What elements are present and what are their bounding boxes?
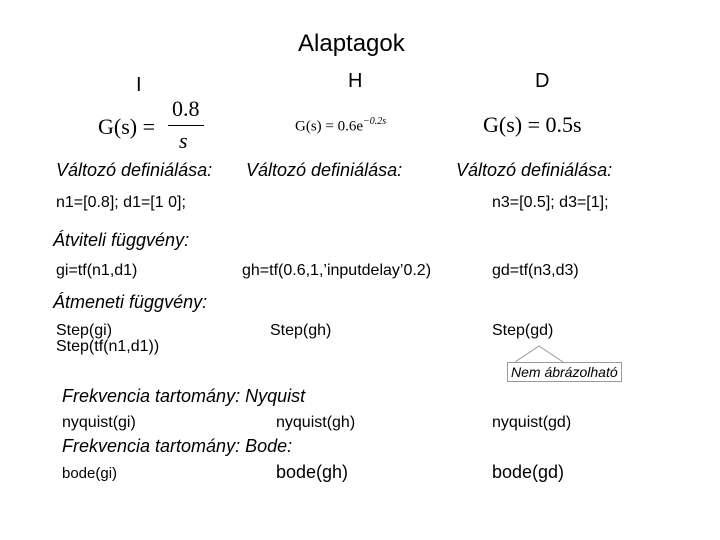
- var-label-h: Változó definiálása:: [246, 160, 403, 180]
- var-label-i: Változó definiálása:: [56, 160, 213, 180]
- section-nyquist: Frekvencia tartomány: Nyquist: [62, 386, 306, 406]
- nyquist-d: nyquist(gd): [492, 414, 572, 431]
- formula-i-fraction-bar: [168, 125, 204, 126]
- step-d: Step(gd): [492, 322, 554, 339]
- formula-h-lhs: G(s) = 0.6e: [295, 118, 364, 135]
- var-value-i: n1=[0.8]; d1=[1 0];: [56, 194, 186, 211]
- nyquist-i: nyquist(gi): [62, 414, 136, 431]
- step-h: Step(gh): [270, 322, 332, 339]
- tf-i: gi=tf(n1,d1): [56, 262, 138, 279]
- formula-h: [295, 116, 386, 135]
- formula-i-denominator: s: [179, 128, 188, 153]
- formula-i-lhs: G(s) =: [98, 114, 156, 139]
- bode-d: bode(gd): [492, 462, 565, 482]
- step-i-alt: Step(tf(n1,d1)): [56, 338, 160, 355]
- step-i: Step(gi): [56, 322, 113, 339]
- formula-h-exponent: −0.2s: [363, 116, 387, 127]
- tf-d: gd=tf(n3,d3): [492, 262, 579, 279]
- heading-d: D: [535, 70, 550, 92]
- bode-i: bode(gi): [62, 465, 118, 482]
- nyquist-h: nyquist(gh): [276, 414, 356, 431]
- section-bode: Frekvencia tartomány: Bode:: [62, 436, 293, 456]
- var-value-d: n3=[0.5]; d3=[1];: [492, 194, 609, 211]
- tf-h: gh=tf(0.6,1,’inputdelay’0.2): [242, 262, 432, 279]
- var-label-d: Változó definiálása:: [456, 160, 613, 180]
- heading-h: H: [348, 70, 363, 92]
- bode-h: bode(gh): [276, 462, 349, 482]
- formula-i-numerator: 0.8: [172, 96, 200, 121]
- heading-i: I: [136, 74, 142, 96]
- formula-d: G(s) = 0.5s: [483, 112, 582, 137]
- section-transient-function: Átmeneti függvény:: [53, 292, 208, 312]
- section-transfer-function: Átviteli függvény:: [53, 230, 190, 250]
- callout-not-plottable: Nem ábrázolható: [507, 362, 622, 382]
- page-title: Alaptagok: [298, 30, 405, 57]
